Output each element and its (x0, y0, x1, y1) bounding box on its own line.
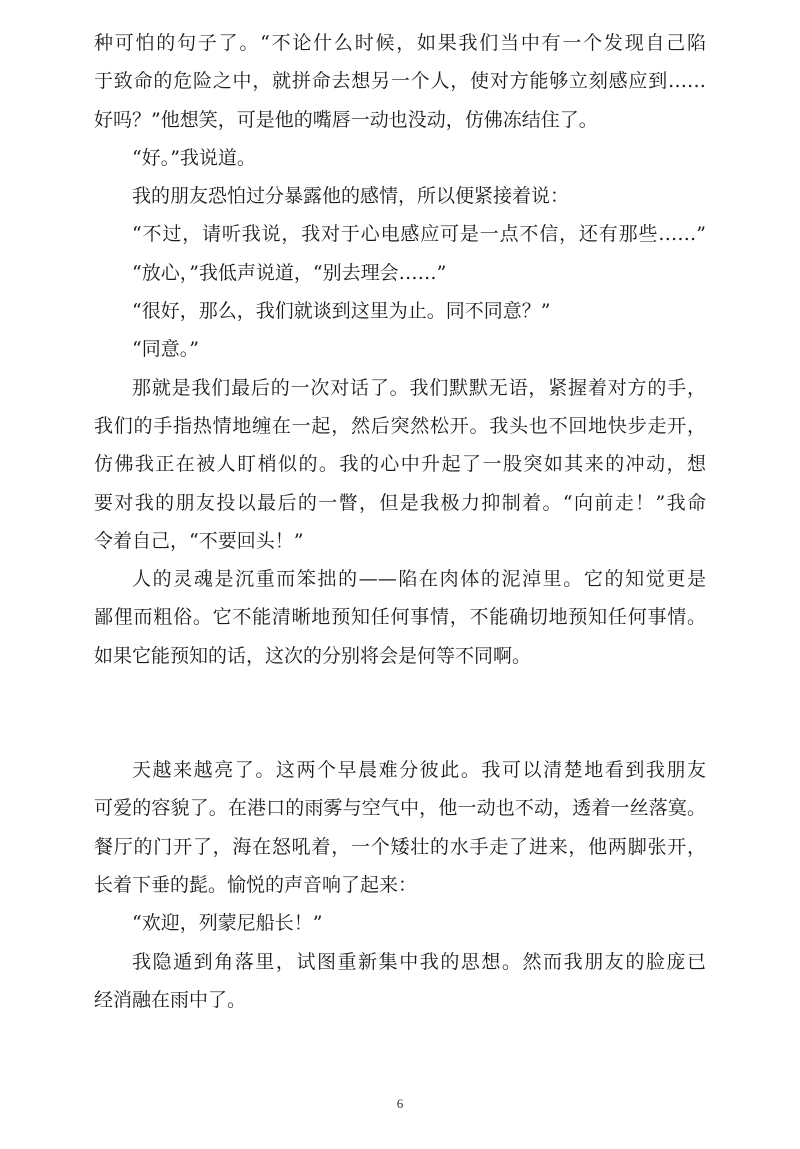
text-line: 好吗？”他想笑，可是他的嘴唇一动也没动，仿佛冻结住了。 (94, 108, 598, 131)
text-line: “同意。” (132, 338, 199, 361)
page-body (94, 24, 706, 1019)
text-line: 人的灵魂是沉重而笨拙的——陷在肉体的泥淖里。它的知觉更是 (132, 568, 706, 591)
text-line: “放心，”我低声说道，“别去理会……” (132, 261, 447, 284)
section-gap (94, 675, 706, 751)
text-line: 餐厅的门开了，海在怒吼着，一个矮壮的水手走了进来，他两脚张开， (94, 835, 706, 858)
page-number: 6 (396, 1096, 404, 1111)
text-line: 可爱的容貌了。在港口的雨雾与空气中，他一动也不动，透着一丝落寞。 (94, 797, 706, 820)
text-line: 如果它能预知的话，这次的分别将会是何等不同啊。 (94, 644, 532, 667)
text-line: 令着自己，“不要回头！” (94, 529, 304, 552)
text-line: 我的朋友恐怕过分暴露他的感情，所以便紧接着说： (132, 185, 570, 208)
text-line: 于致命的危险之中，就拼命去想另一个人，使对方能够立刻感应到…… (94, 70, 706, 93)
text-line: 我们的手指热情地缠在一起，然后突然松开。我头也不回地快步走开， (94, 414, 706, 437)
text-line: 我隐遁到角落里，试图重新集中我的思想。然而我朋友的脸庞已 (132, 950, 706, 973)
text-line: 长着下垂的髭。愉悦的声音响了起来： (94, 873, 418, 896)
text-line: 种可怕的句子了。“不论什么时候，如果我们当中有一个发现自己陷 (94, 32, 706, 54)
text-section-2 (94, 751, 706, 1019)
text-line: 鄙俚而粗俗。它不能清晰地预知任何事情，不能确切地预知任何事情。 (94, 606, 706, 629)
text-line: “不过，请听我说，我对于心电感应可是一点不信，还有那些……” (132, 223, 706, 246)
text-line: 仿佛我正在被人盯梢似的。我的心中升起了一股突如其来的冲动，想 (94, 453, 706, 476)
text-line: “欢迎，列蒙尼船长！” (132, 912, 323, 935)
text-section-1 (94, 24, 706, 675)
text-line: 那就是我们最后的一次对话了。我们默默无语，紧握着对方的手， (132, 376, 706, 399)
text-line: “很好，那么，我们就谈到这里为止。同不同意？” (132, 300, 551, 323)
text-line: 要对我的朋友投以最后的一瞥，但是我极力抑制着。“向前走！”我命 (94, 491, 706, 514)
text-line: 经消融在雨中了。 (94, 988, 247, 1011)
text-line: 天越来越亮了。这两个早晨难分彼此。我可以清楚地看到我朋友 (132, 759, 706, 782)
text-line: “好。”我说道。 (132, 146, 256, 169)
